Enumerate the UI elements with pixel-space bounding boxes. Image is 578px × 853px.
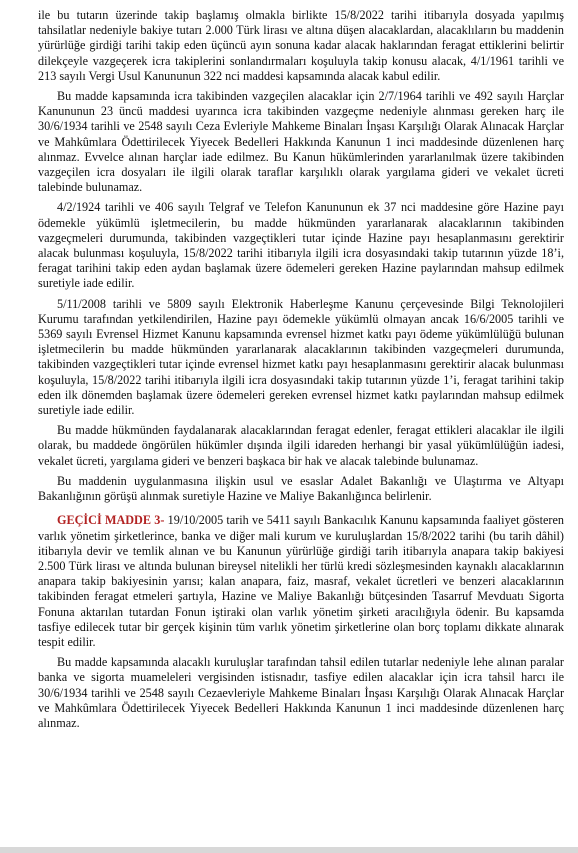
paragraph-continuation: ile bu tutarın üzerinde takip başlamış olmakla birlikte 15/8/2022 tarihi itibarıyla dosyada yapılmış tahsilatlar nedeniyle bakiye tutarı 2.000 Türk lirası ve altına düşen alacaklardan, alacaklıların bu maddenin yürürlüğe girdiği tarihi takip eden üçüncü ayın sonuna kadar alacak haklarından feragat ettiklerini belirtir dilekçeyle vazgeçerek icra takiplerini sonlandırmaları koşuluyla takip konusu alacak, 4/1/1961 tarihli ve 213 sayılı Vergi Usul Kanununun 322 nci maddesi kapsamında alacak kabul edilir.: [38, 8, 564, 83]
article-heading: GEÇİCİ MADDE 3-: [57, 513, 165, 528]
page-bottom-edge: [0, 847, 578, 853]
article-body: 19/10/2005 tarih ve 5411 sayılı Bankacılık Kanunu kapsamında faaliyet gösteren varlık yönetim şirketlerince, banka ve diğer mali kurum ve kuruluşlardan 15/8/2022 tarihi (bu tarih dâhil) itibarıyla devir ve temlik alınan ve bu Kanunun yürürlüğe girdiği tarih itibarıyla anapara takip bakiyesi 2.500 Türk lirası ve altında bulunan bireysel nitelikli her türlü kredi sözleşmesinden kaynaklı alacaklarının anapara takip bakiyesinin yarısı; kalan anapara, faiz, masraf, vekalet ücretleri ve benzeri alacaklarının takibinden feragat etmeleri şartıyla, Hazine ve Maliye Bakanlığı bütçesinden Tasarruf Mevduatı Sigorta Fonuna aktarılan tutardan Fonun iştiraki olan varlık yönetim şirketi aracılığıyla ödenir. Bu kapsamda tasfiye edilecek tutar bir gerçek kişinin tüm varlık yönetim şirketlerine olan borç toplamı dikkate alınarak tespit edilir.: [38, 513, 564, 649]
paragraph-universal-service: 5/11/2008 tarihli ve 5809 sayılı Elektronik Haberleşme Kanunu çerçevesinde Bilgi Teknolojileri Kurumu tarafından yetkilendirilen, Hazine payı ödemekle yükümlü olmayan ancak 16/6/2005 tarihli ve 5369 sayılı Evrensel Hizmet Kanunu kapsamında evrensel hizmet katkı payı ödeme yükümlülüğü bulunan işletmecilerin bu madde hükmünden yararlanarak alacaklarının takibinden vazgeçmeleri durumunda, takibinden vazgeçtikleri tutar içinde evrensel hizmet katkı payı hesaplanmasını gerektirir alacak bulunması koşuluyla, 15/8/2022 tarihi itibarıyla ilgili icra dosyasındaki takip tutarının yüzde 1’i, feragat tarihini takip eden ilk dönemden başlamak üzere ödemeleri gereken evrensel hizmet katkı paylarından mahsup edilmek suretiyle iade edilir.: [38, 296, 564, 418]
paragraph-waiver-limits: Bu madde hükmünden faydalanarak alacaklarından feragat edenler, feragat ettikleri alacaklar ile ilgili olarak, bu maddede öngörülen hükümler dışında ilgili idareden herhangi bir yasal yükümlülüğün iadesi, vekalet ücreti, yargılama gideri ve benzeri başkaca bir hak ve alacak talebinde bulunamaz.: [38, 423, 564, 468]
paragraph-treasury-share: 4/2/1924 tarihli ve 406 sayılı Telgraf ve Telefon Kanununun ek 37 nci maddesine göre Hazine payı ödemekle yükümlü işletmecilerin, bu madde hükmünden yararlanarak alacaklarının takibinden vazgeçmeleri durumunda, takibinden vazgeçtikleri tutar içinde Hazine payı hesaplanmasını gerektirir alacak bulunması koşuluyla, 15/8/2022 tarihi itibarıyla ilgili icra dosyasındaki takip tutarının yüzde 18’i, feragat tarihini takip eden aydan başlamak üzere ödemeleri gereken Hazine paylarından mahsup edilmek suretiyle iade edilir.: [38, 200, 564, 291]
paragraph-closing: Bu madde kapsamında alacaklı kuruluşlar tarafından tahsil edilen tutarlar nedeniyle lehe alınan paralar banka ve sigorta muameleleri vergisinden istisnadır, tasfiye edilen alacaklar için icra tahsil harcı ile 30/6/1934 tarihli ve 2548 sayılı Cezaevleriyle Mahkeme Binaları İnşası Karşılığı Olarak Alınacak Harçlar ve Mahkûmlara Ödettirilecek Yiyecek Bedelleri Hakkında Kanunun 1 inci maddesinde düzenlenen harç alınmaz.: [38, 655, 564, 730]
article-paragraph: [38, 513, 564, 650]
paragraph-implementation: Bu maddenin uygulanmasına ilişkin usul ve esaslar Adalet Bakanlığı ve Ulaştırma ve Altyapı Bakanlığının görüşü alınmak suretiyle Hazine ve Maliye Bakanlığınca belirlenir.: [38, 473, 564, 504]
paragraph-fee-exemption: Bu madde kapsamında icra takibinden vazgeçilen alacaklar için 2/7/1964 tarihli ve 492 sayılı Harçlar Kanununun 23 üncü maddesi uyarınca icra takibinden vazgeçme nedeniyle alınması gereken harç ile 30/6/1934 tarihli ve 2548 sayılı Ceza Evleriyle Mahkeme Binaları İnşası Karşılığı Olarak Alınacak Harçlar ve Mahkûmlara Ödettirilecek Yiyecek Bedelleri Hakkında Kanunun 1 inci maddesinde düzenlenen harç alınmaz. Evvelce alınan harçlar iade edilmez. Bu Kanun hükümlerinden yararlanılmak üzere takibinden vazgeçilen icra dosyaları ile ilgili olarak taraflar karşılıklı olarak yargılama gideri ve vekalet ücreti talebinde bulunamaz.: [38, 89, 564, 195]
document-page: [38, 8, 564, 731]
